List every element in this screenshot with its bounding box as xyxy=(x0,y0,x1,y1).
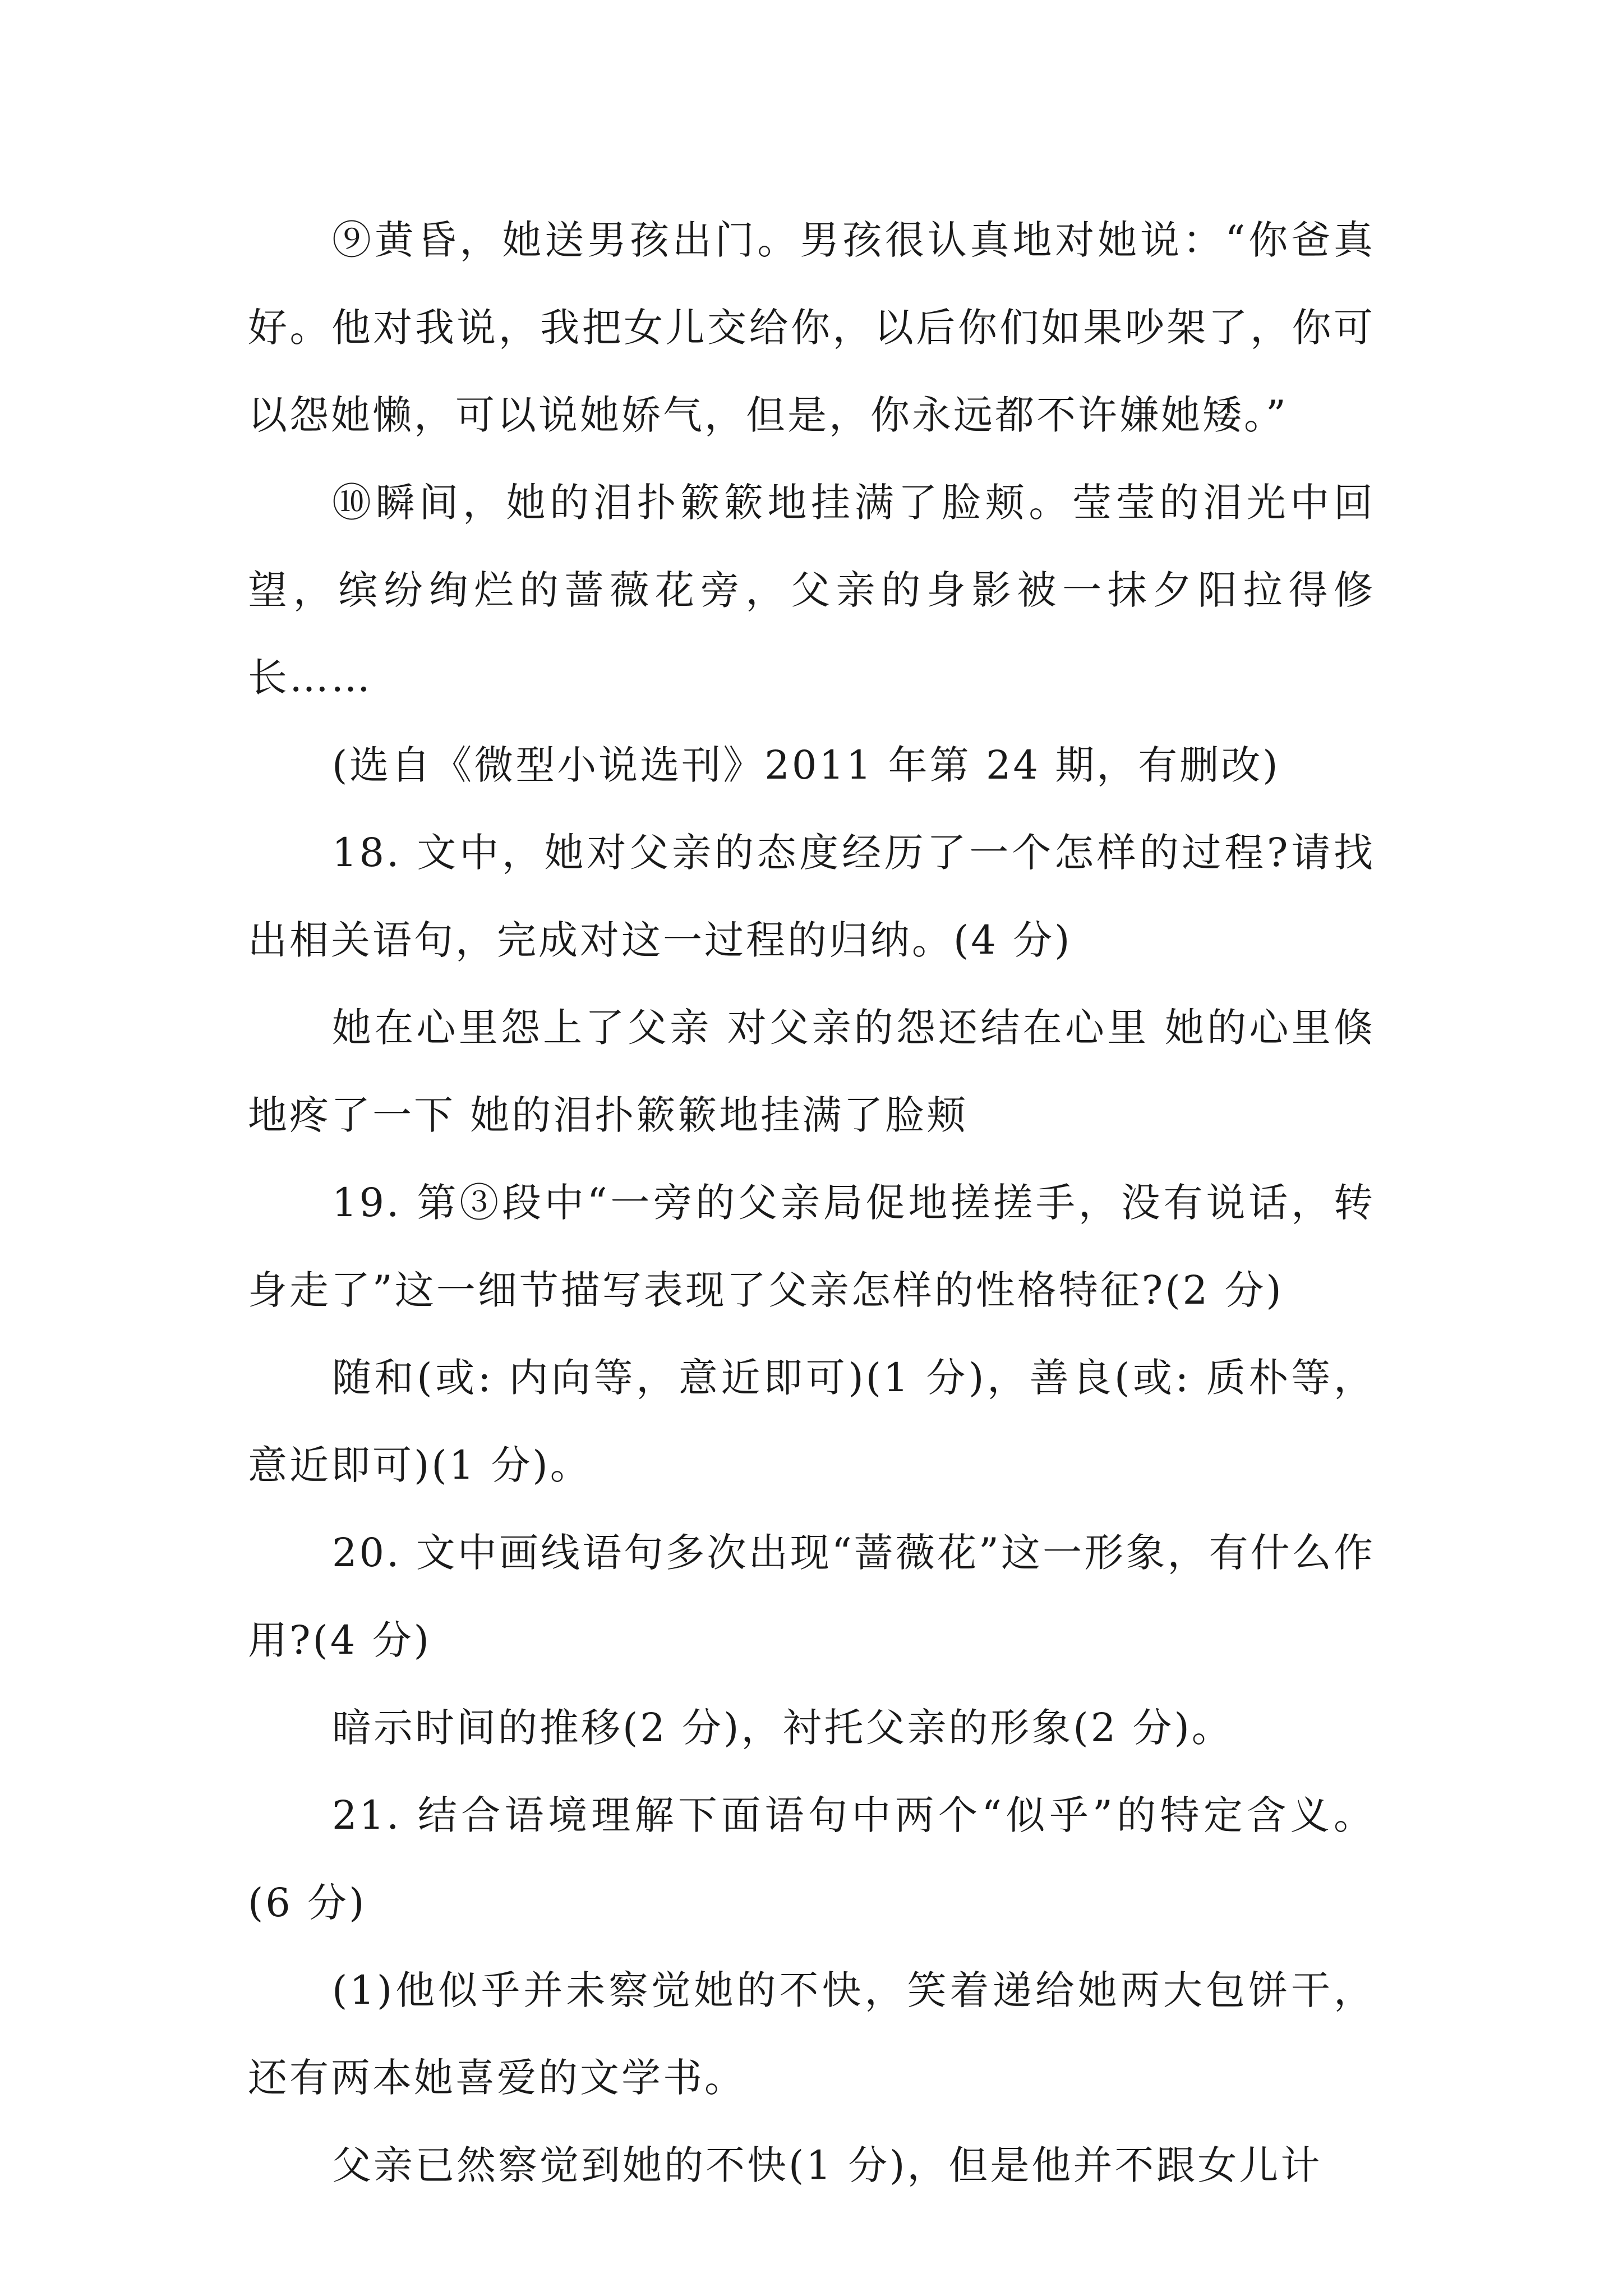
question-21-part-1: (1)他似乎并未察觉她的不快，笑着递给她两大包饼干，还有两本她喜爱的文学书。 xyxy=(248,1967,1375,2101)
question-19: 19. 第③段中“一旁的父亲局促地搓搓手，没有说话，转身走了”这一细节描写表现了父亲怎样的性格特征?(2 分) xyxy=(248,1180,1375,1313)
answer-20: 暗示时间的推移(2 分)，衬托父亲的形象(2 分)。 xyxy=(332,1705,1233,1751)
document-body xyxy=(248,196,1375,2209)
answer-19: 随和(或: 内向等，意近即可)(1 分)，善良(或: 质朴等，意近即可)(1 分)。 xyxy=(248,1355,1375,1488)
answer-18: 她在心里怨上了父亲 对父亲的怨还结在心里 她的心里倏地疼了一下 她的泪扑簌簌地挂满了脸颊 xyxy=(248,1005,1375,1138)
source-citation: (选自《微型小说选刊》2011 年第 24 期，有删改) xyxy=(332,742,1280,788)
question-20: 20. 文中画线语句多次出现“蔷薇花”这一形象，有什么作用?(4 分) xyxy=(248,1530,1375,1663)
question-21: 21. 结合语境理解下面语句中两个“似乎”的特定含义。(6 分) xyxy=(248,1792,1375,1926)
paragraph-9: ⑨黄昏，她送男孩出门。男孩很认真地对她说：“你爸真好。他对我说，我把女儿交给你，以后你们如果吵架了，你可以怨她懒，可以说她娇气，但是，你永远都不许嫌她矮。” xyxy=(248,217,1375,438)
paragraph-10: ⑩瞬间，她的泪扑簌簌地挂满了脸颊。莹莹的泪光中回望，缤纷绚烂的蔷薇花旁，父亲的身影被一抹夕阳拉得修长…… xyxy=(248,480,1375,701)
question-18: 18. 文中，她对父亲的态度经历了一个怎样的过程?请找出相关语句，完成对这一过程的归纳。(4 分) xyxy=(248,830,1375,963)
answer-21-part-1: 父亲已然察觉到她的不快(1 分)，但是他并不跟女儿计 xyxy=(332,2142,1322,2188)
